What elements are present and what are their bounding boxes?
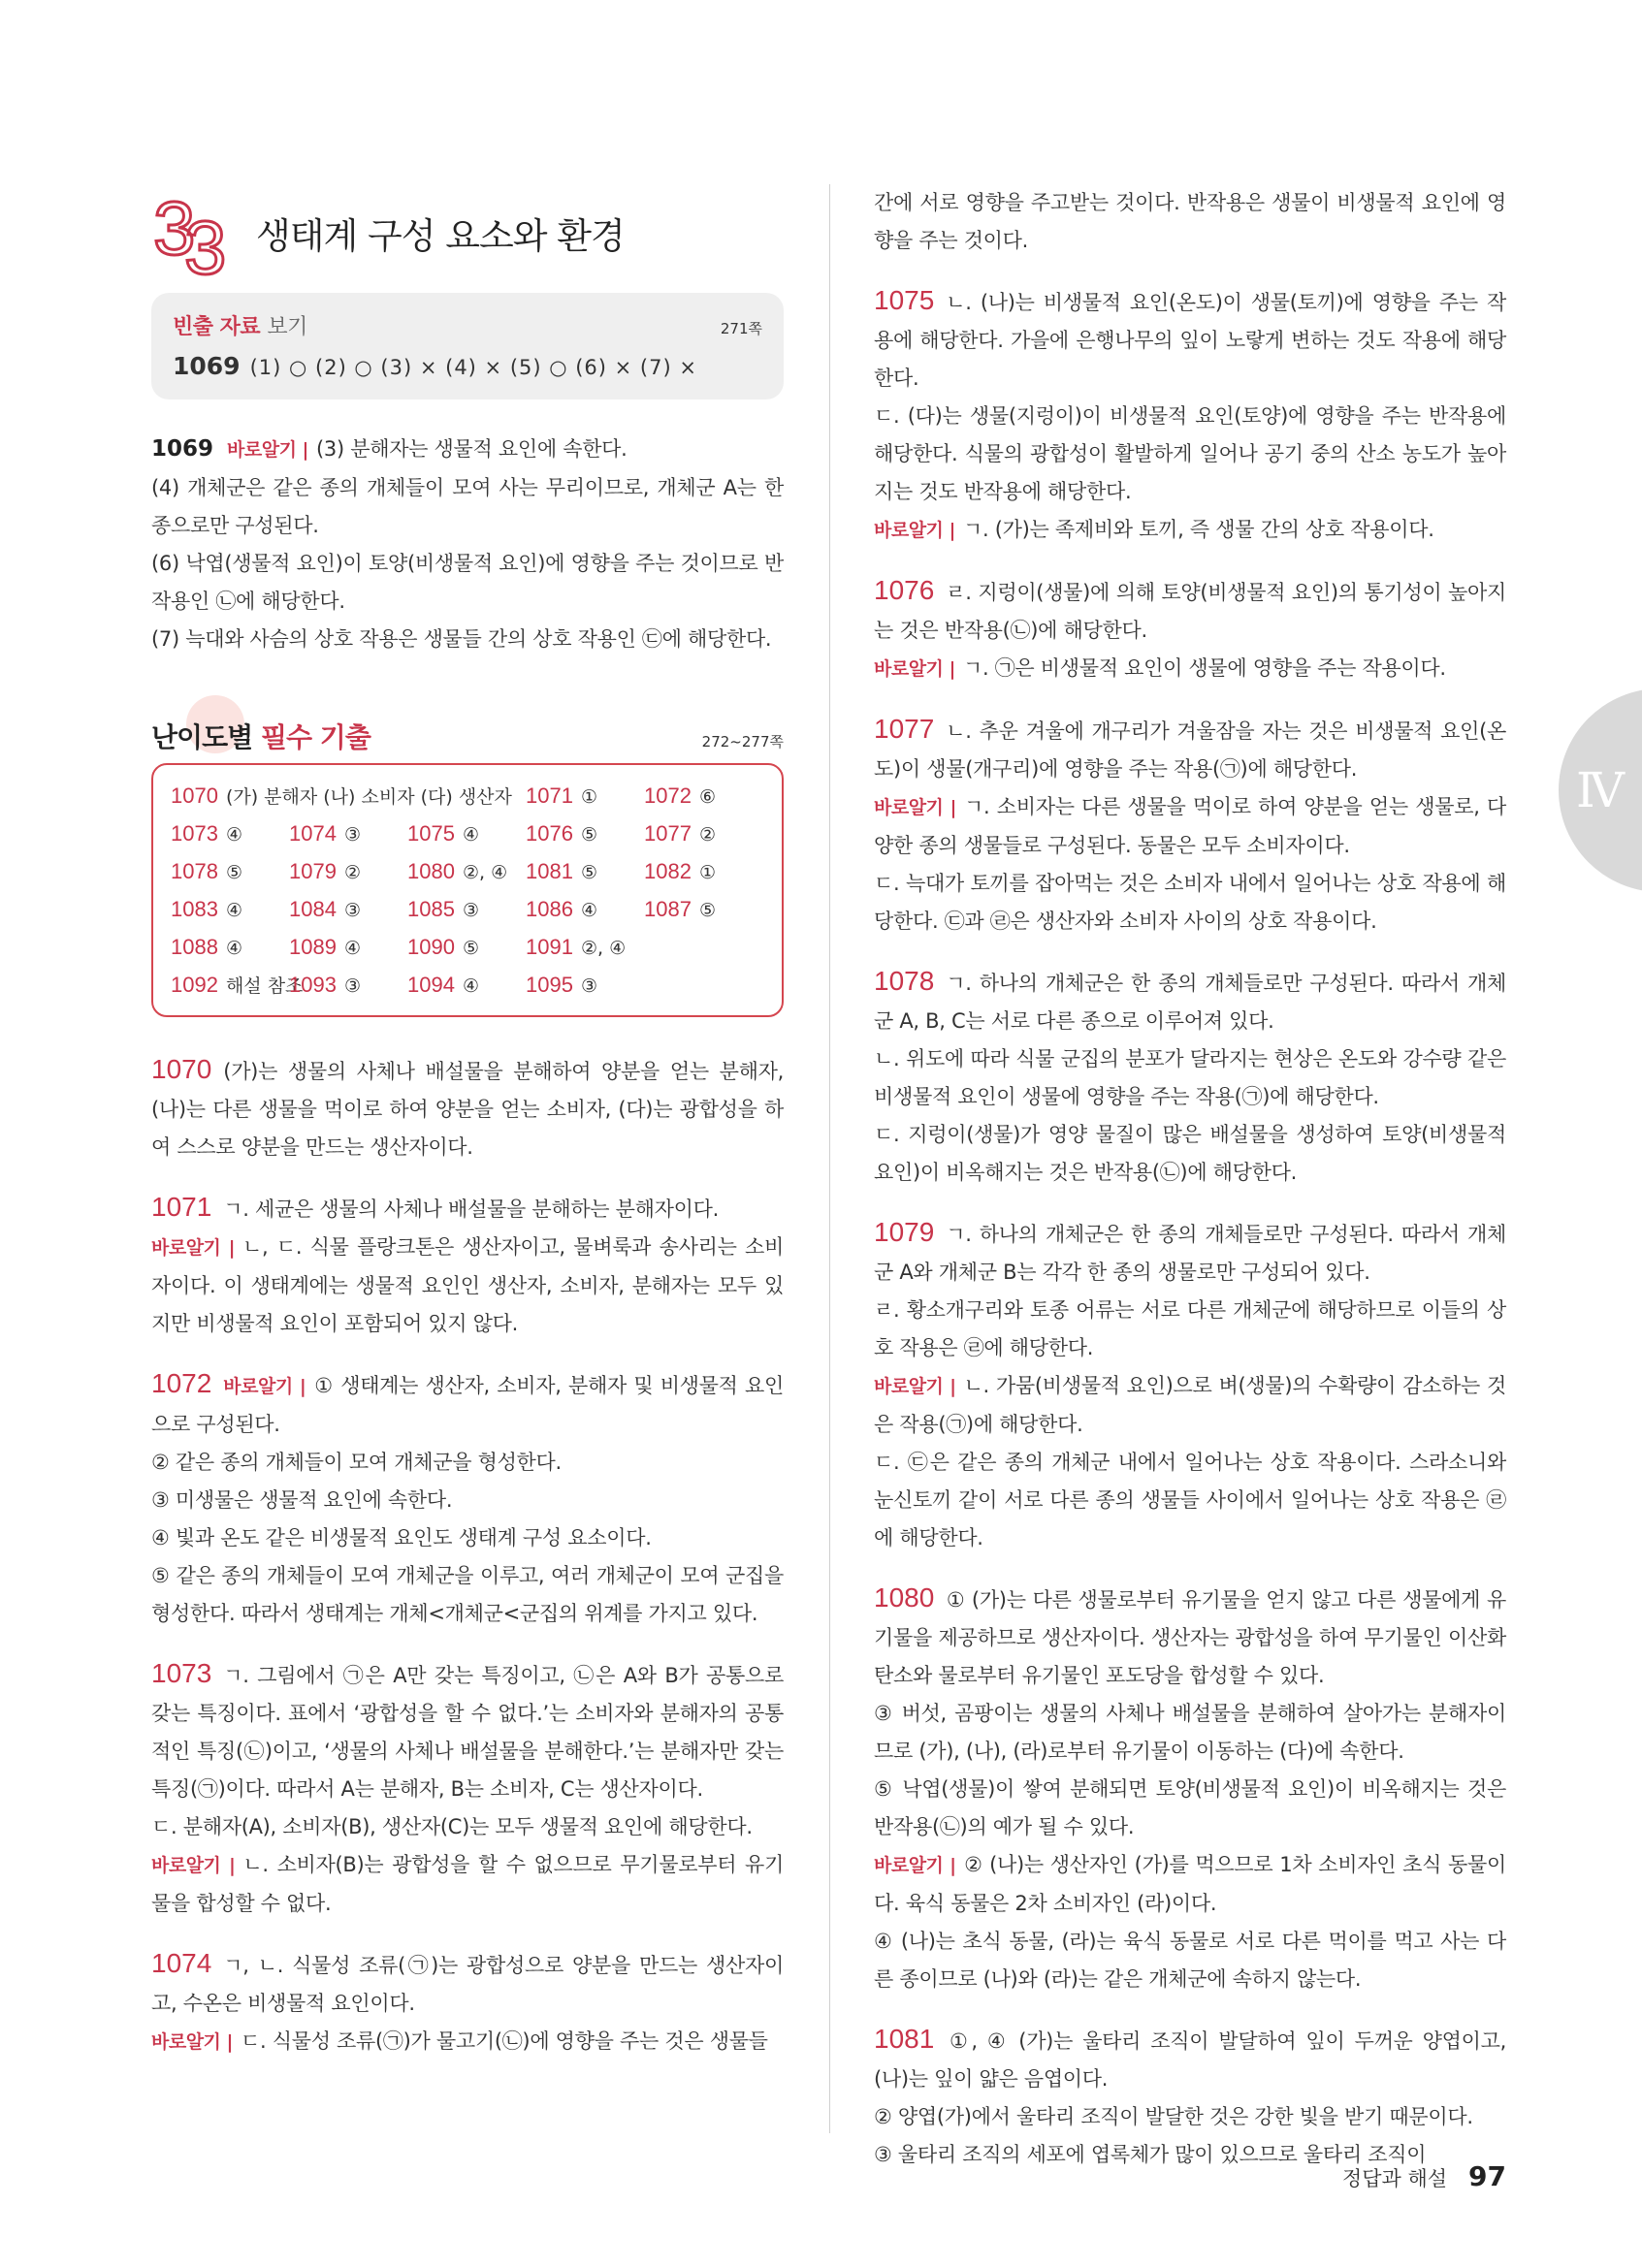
question-number: 1073 — [171, 820, 218, 846]
entry-number: 1077 — [874, 714, 935, 744]
footer-label: 정답과 해설 — [1341, 2167, 1448, 2190]
answer-value: ②, ④ — [462, 861, 508, 883]
correction-tag: 바로알기 | — [151, 1855, 236, 1876]
explanation-paragraph — [874, 1444, 1506, 1557]
paragraph-text: ㄷ. 분해자(A), 소비자(B), 생산자(C)는 모두 생물적 요인에 해당한다. — [151, 1815, 753, 1838]
paragraph-text: (가)는 생물의 사체나 배설물을 분해하여 양분을 얻는 분해자, (나)는 다른 생물을 먹이로 하여 양분을 얻는 소비자, (다)는 광합성을 하여 스스로 양분을 만드는 생산자이다. — [151, 1060, 784, 1159]
answer-key-cell — [526, 783, 644, 809]
correction-tag: 바로알기 | — [874, 1376, 956, 1397]
correction-tag: 바로알기 | — [874, 797, 956, 818]
frequent-answers: 1069 (1) ○ (2) ○ (3) × (4) × (5) ○ (6) × (7) × — [173, 352, 697, 380]
question-number: 1072 — [644, 783, 692, 808]
explanation-line — [151, 431, 784, 469]
answer-value: ① — [580, 785, 597, 808]
explanation-1076 — [874, 571, 1506, 688]
answer-value: ③ — [462, 899, 479, 921]
answer-value: ⑤ — [580, 861, 597, 883]
level-page-ref: 272~277쪽 — [701, 733, 784, 751]
question-number: 1070 — [171, 783, 218, 808]
explanation-paragraph — [874, 1292, 1506, 1367]
answer-key-cell — [289, 897, 407, 922]
svg-text:3: 3 — [184, 205, 227, 281]
paragraph-text: ㄴ. 소비자(B)는 광합성을 할 수 없으므로 무기물로부터 유기물을 합성할 수 없다. — [151, 1853, 784, 1915]
entry-number: 1079 — [874, 1217, 935, 1247]
explanation-paragraph — [874, 281, 1506, 398]
paragraph-text: ㄱ. 하나의 개체군은 한 종의 개체들로만 구성된다. 따라서 개체군 A, B, C는 서로 다른 종으로 이루어져 있다. — [874, 972, 1506, 1033]
answer-key-cell — [289, 935, 407, 960]
explanation-paragraph — [874, 962, 1506, 1040]
explanation-paragraph — [874, 1040, 1506, 1116]
answer-value: ③ — [580, 974, 597, 997]
entry-number: 1074 — [151, 1948, 212, 1978]
explanation-paragraph — [151, 2023, 784, 2061]
answer-value: ⑤ — [462, 937, 479, 959]
question-number: 1076 — [526, 820, 573, 846]
explanation-paragraph — [874, 650, 1506, 688]
paragraph-text: ㄱ. 소비자는 다른 생물을 먹이로 하여 양분을 얻는 생물로, 다양한 종의 생물들로 구성된다. 동물은 모두 소비자이다. — [874, 795, 1506, 857]
answer-value: ④ — [225, 937, 242, 959]
paragraph-text: ② 같은 종의 개체들이 모여 개체군을 형성한다. — [151, 1451, 562, 1474]
entry-number: 1073 — [151, 1658, 212, 1688]
explanation-1075 — [874, 281, 1506, 550]
question-number: 1081 — [526, 858, 573, 883]
answer-1069 — [151, 431, 784, 658]
paragraph-text: ④ (나)는 초식 동물, (라)는 육식 동물로 서로 다른 먹이를 먹고 사는 다른 종이므로 (나)와 (라)는 같은 개체군에 속하지 않는다. — [874, 1930, 1506, 1991]
paragraph-text: ㄱ. 세균은 생물의 사체나 배설물을 분해하는 분해자이다. — [223, 1198, 719, 1221]
answer-key-row — [171, 815, 764, 852]
explanation-paragraph — [874, 2020, 1506, 2098]
explanation-1071 — [151, 1188, 784, 1343]
answer-key-cell — [644, 859, 762, 884]
paragraph-text: ㄱ. ㉠은 비생물적 요인이 생물에 영향을 주는 작용이다. — [962, 656, 1446, 680]
explanation-paragraph — [874, 184, 1506, 260]
answer-key-cell — [407, 935, 526, 960]
explanation-1081 — [874, 2020, 1506, 2174]
explanation-1077 — [874, 710, 1506, 941]
question-number: 1091 — [526, 934, 573, 959]
entry-number: 1080 — [874, 1582, 935, 1613]
answer-key-cell — [289, 859, 407, 884]
question-number: 1095 — [526, 972, 573, 997]
explanation-line — [151, 621, 784, 658]
paragraph-text: ㄴ. 추운 겨울에 개구리가 겨울잠을 자는 것은 비생물적 요인(온도)이 생물(개구리)에 영향을 주는 작용(㉠)에 해당한다. — [874, 719, 1506, 781]
paragraph-text: ② (나)는 생산자인 (가)를 먹으므로 1차 소비자인 초식 동물이다. 육식 동물은 2차 소비자인 (라)이다. — [874, 1853, 1506, 1915]
question-number: 1071 — [526, 783, 573, 808]
answer-value: 해설 참조 — [225, 975, 304, 997]
answer-value: ⑤ — [580, 823, 597, 846]
answer-key-cell — [407, 821, 526, 847]
answer-key-row — [171, 890, 764, 928]
chapter-number-logo — [151, 184, 239, 281]
answer-value: ③ — [343, 974, 361, 997]
explanation-paragraph — [151, 1188, 784, 1229]
question-number: 1077 — [644, 820, 692, 846]
explanation-1072 — [151, 1364, 784, 1633]
explanation-1070 — [151, 1050, 784, 1166]
explanation-paragraph — [874, 788, 1506, 865]
explanation-paragraph — [151, 1444, 784, 1482]
explanation-paragraph — [874, 571, 1506, 650]
correction-tag: 바로알기 | — [227, 439, 308, 461]
question-number: 1079 — [289, 858, 337, 883]
paragraph-text: ㄷ. 식물성 조류(㉠)가 물고기(㉡)에 영향을 주는 것은 생물들 — [240, 2029, 768, 2053]
paragraph-text: ③ 버섯, 곰팡이는 생물의 사체나 배설물을 분해하여 살아가는 분해자이므로 (가), (나), (라)로부터 유기물이 이동하는 (다)에 속한다. — [874, 1702, 1506, 1763]
paragraph-text: ㄴ. 가뭄(비생물적 요인)으로 벼(생물)의 수확량이 감소하는 것은 작용(㉠)에 해당한다. — [874, 1374, 1506, 1436]
answer-key-cell — [171, 821, 289, 847]
left-explanations — [151, 1050, 784, 2061]
correction-tag: 바로알기 | — [874, 520, 955, 541]
paragraph-text: ㄴ. 위도에 따라 식물 군집의 분포가 달라지는 현상은 온도와 강수량 같은 비생물적 요인이 생물에 영향을 주는 작용(㉠)에 해당한다. — [874, 1047, 1506, 1108]
answer-key-cell — [171, 972, 304, 998]
paragraph-text: ㄱ. (가)는 족제비와 토끼, 즉 생물 간의 상호 작용이다. — [962, 518, 1434, 541]
answer-key-box — [151, 763, 784, 1017]
entry-number: 1072 — [151, 1368, 212, 1398]
answer-value: ⑤ — [225, 861, 242, 883]
explanation-paragraph — [874, 398, 1506, 511]
level-header — [151, 717, 784, 755]
question-number: 1092 — [171, 973, 218, 997]
explanation-continued — [874, 184, 1506, 260]
explanation-paragraph — [151, 1557, 784, 1633]
chapter-title: 생태계 구성 요소와 환경 — [256, 215, 625, 257]
correction-tag: 바로알기 | — [874, 1855, 956, 1876]
answer-key-row — [171, 966, 764, 1004]
explanation-paragraph — [874, 511, 1506, 550]
explanation-paragraph — [151, 1654, 784, 1808]
answer-key-cell — [407, 859, 526, 884]
answer-key-cell — [526, 897, 644, 922]
paragraph-text: ㄱ. 그림에서 ㉠은 A만 갖는 특징이고, ㉡은 A와 B가 공통으로 갖는 특징이다. 표에서 ‘광합성을 할 수 없다.’는 소비자와 분해자의 공통적인 특징(㉡)이고, ‘생물의 사체나 배설물을 분해한다.’는 분해자만 갖는 특징(㉠)이다. 따라서 A는 분해자, B는 소비자, C는 생산자이다. — [151, 1664, 784, 1801]
answer-key-row — [171, 777, 764, 815]
answer-key-cell — [289, 821, 407, 847]
explanation-paragraph — [151, 1944, 784, 2023]
explanation-paragraph — [151, 1364, 784, 1444]
answer-key-cell — [526, 821, 644, 847]
explanation-paragraph — [874, 710, 1506, 788]
paragraph-text: ③ 미생물은 생물적 요인에 속한다. — [151, 1488, 453, 1512]
question-number: 1075 — [407, 820, 455, 846]
answer-value: ① — [698, 861, 716, 883]
answer-key-row — [171, 852, 764, 890]
paragraph-text: ㄷ. ㉢은 같은 종의 개체군 내에서 일어나는 상호 작용이다. 스라소니와 눈신토끼 같이 서로 다른 종의 생물들 사이에서 일어나는 상호 작용은 ㉣에 해당한다. — [874, 1451, 1506, 1549]
answer-value: ②, ④ — [580, 937, 627, 959]
explanation-paragraph — [874, 1771, 1506, 1846]
answer-key-cell — [526, 859, 644, 884]
entry-number: 1069 — [151, 436, 214, 462]
paragraph-text: ① 생태계는 생산자, 소비자, 분해자 및 비생물적 요인으로 구성된다. — [151, 1374, 784, 1436]
explanation-paragraph — [151, 1050, 784, 1166]
line-text: (7) 늑대와 사슴의 상호 작용은 생물들 간의 상호 작용인 ㉢에 해당한다. — [151, 627, 772, 651]
explanation-paragraph — [151, 1846, 784, 1923]
answer-value: (가) 분해자 (나) 소비자 (다) 생산자 — [225, 786, 512, 808]
question-number: 1089 — [289, 934, 337, 959]
explanation-paragraph — [874, 1846, 1506, 1923]
answer-key-cell — [526, 935, 644, 960]
question-number: 1080 — [407, 858, 455, 883]
paragraph-text: ①, ④ (가)는 울타리 조직이 발달하여 잎이 두꺼운 양엽이고, (나)는 잎이 얇은 음엽이다. — [874, 2029, 1506, 2091]
answer-value: ② — [698, 823, 716, 846]
question-number: 1086 — [526, 896, 573, 921]
correction-tag: 바로알기 | — [151, 2031, 233, 2053]
correction-tag: 바로알기 | — [874, 658, 955, 680]
explanation-paragraph — [874, 865, 1506, 941]
paragraph-text: ㄹ. 황소개구리와 토종 어류는 서로 다른 개체군에 해당하므로 이들의 상호 작용은 ㉣에 해당한다. — [874, 1298, 1506, 1359]
answer-value: ② — [343, 861, 361, 883]
answer-value: ④ — [225, 823, 242, 846]
explanation-line — [151, 545, 784, 621]
explanation-paragraph — [151, 1519, 784, 1557]
paragraph-text: ① (가)는 다른 생물로부터 유기물을 얻지 않고 다른 생물에게 유기물을 제공하므로 생산자이다. 생산자는 광합성을 하여 무기물인 이산화 탄소와 물로부터 유기물인 포도당을 합성할 수 있다. — [874, 1588, 1506, 1687]
answer-value: ④ — [462, 823, 479, 846]
answer-key-cell — [407, 973, 526, 998]
question-number: 1088 — [171, 934, 218, 959]
explanation-paragraph — [874, 1695, 1506, 1771]
line-text: (4) 개체군은 같은 종의 개체들이 모여 사는 무리이므로, 개체군 A는 한 종으로만 구성된다. — [151, 476, 784, 537]
answer-key-cell — [171, 783, 526, 809]
column-divider — [829, 184, 830, 2133]
question-number: 1084 — [289, 896, 337, 921]
answer-key-cell — [407, 897, 526, 922]
explanation-paragraph — [151, 1229, 784, 1343]
unit-tab: Ⅳ — [1559, 688, 1642, 892]
answer-value: ④ — [343, 937, 361, 959]
paragraph-text: ㄹ. 지렁이(생물)에 의해 토양(비생물적 요인)의 통기성이 높아지는 것은 반작용(㉡)에 해당한다. — [874, 581, 1506, 642]
explanation-paragraph — [874, 1579, 1506, 1695]
line-text: (3) 분해자는 생물적 요인에 속한다. — [316, 437, 628, 461]
paragraph-text: ㄷ. 늑대가 토끼를 잡아먹는 것은 소비자 내에서 일어나는 상호 작용에 해당한다. ㉢과 ㉣은 생산자와 소비자 사이의 상호 작용이다. — [874, 872, 1506, 933]
answer-key-row — [171, 928, 764, 966]
answer-key-cell — [171, 935, 289, 960]
question-number: 1074 — [289, 820, 337, 846]
answer-key-cell — [526, 973, 644, 998]
frequent-data-box — [151, 293, 784, 399]
answer-value: ④ — [462, 974, 479, 997]
paragraph-text: ③ 울타리 조직의 세포에 엽록체가 많이 있으므로 울타리 조직이 — [874, 2143, 1427, 2166]
explanation-1073 — [151, 1654, 784, 1923]
explanation-paragraph — [874, 1116, 1506, 1192]
answer-value: ④ — [225, 899, 242, 921]
answer-key-cell — [289, 973, 407, 998]
question-number: 1085 — [407, 896, 455, 921]
answer-value: ⑤ — [698, 899, 716, 921]
answer-key-cell — [171, 859, 289, 884]
line-text: (6) 낙엽(생물적 요인)이 토양(비생물적 요인)에 영향을 주는 것이므로 반작용인 ㉡에 해당한다. — [151, 552, 784, 613]
chapter-header — [151, 184, 784, 281]
entry-number: 1070 — [151, 1054, 212, 1084]
answer-key-cell — [644, 783, 762, 809]
question-number: 1087 — [644, 896, 692, 921]
left-column — [151, 184, 784, 2083]
explanation-1079 — [874, 1213, 1506, 1557]
paragraph-text: ㄴ. (나)는 비생물적 요인(온도)이 생물(토끼)에 영향을 주는 작용에 해당한다. 가을에 은행나무의 잎이 노랗게 변하는 것도 작용에 해당한다. — [874, 291, 1506, 390]
correction-tag: 바로알기 | — [151, 1237, 236, 1259]
explanation-paragraph — [874, 2098, 1506, 2136]
explanation-1074 — [151, 1944, 784, 2061]
explanation-paragraph — [874, 1923, 1506, 1998]
page-number: 97 — [1468, 2160, 1506, 2192]
answer-key-cell — [171, 897, 289, 922]
explanation-paragraph — [874, 1213, 1506, 1292]
answer-key-cell — [644, 897, 762, 922]
paragraph-text: ㄱ, ㄴ. 식물성 조류(㉠)는 광합성으로 양분을 만드는 생산자이고, 수온은 비생물적 요인이다. — [151, 1954, 784, 2015]
answer-value: ③ — [343, 899, 361, 921]
explanation-line — [151, 469, 784, 545]
correction-tag: 바로알기 | — [223, 1376, 306, 1397]
entry-number: 1075 — [874, 285, 935, 315]
right-column — [874, 184, 1506, 2195]
paragraph-text: ④ 빛과 온도 같은 비생물적 요인도 생태계 구성 요소이다. — [151, 1526, 652, 1549]
answer-value: ③ — [343, 823, 361, 846]
question-number: 1083 — [171, 896, 218, 921]
page-footer — [1342, 2160, 1506, 2192]
paragraph-text: ⑤ 낙엽(생물)이 쌓여 분해되면 토양(비생물적 요인)이 비옥해지는 것은 반작용(㉡)의 예가 될 수 있다. — [874, 1777, 1506, 1838]
explanation-1080 — [874, 1579, 1506, 1998]
level-title: 난이도별 필수 기출 — [151, 721, 370, 753]
explanation-paragraph — [151, 1808, 784, 1846]
entry-number: 1076 — [874, 575, 935, 605]
paragraph-text: ㄱ. 하나의 개체군은 한 종의 개체들로만 구성된다. 따라서 개체군 A와 개체군 B는 각각 한 종의 생물로만 구성되어 있다. — [874, 1223, 1506, 1284]
answer-key-cell — [644, 821, 762, 847]
question-number: 1094 — [407, 972, 455, 997]
paragraph-text: ⑤ 같은 종의 개체들이 모여 개체군을 이루고, 여러 개체군이 모여 군집을 형성한다. 따라서 생태계는 개체<개체군<군집의 위계를 가지고 있다. — [151, 1564, 784, 1625]
question-number: 1078 — [171, 858, 218, 883]
paragraph-text: ㄷ. 지렁이(생물)가 영양 물질이 많은 배설물을 생성하여 토양(비생물적 요인)이 비옥해지는 것은 반작용(㉡)에 해당한다. — [874, 1123, 1506, 1184]
explanation-paragraph — [151, 1482, 784, 1519]
answer-value: ④ — [580, 899, 597, 921]
paragraph-text: ㄴ, ㄷ. 식물 플랑크톤은 생산자이고, 물벼룩과 송사리는 소비자이다. 이 생태계에는 생물적 요인인 생산자, 소비자, 분해자는 모두 있지만 비생물적 요인이 포함되어 있지 않다. — [151, 1235, 784, 1335]
entry-number: 1081 — [874, 2024, 935, 2054]
explanation-paragraph — [874, 1367, 1506, 1444]
question-number: 1090 — [407, 934, 455, 959]
frequent-title: 빈출 자료 보기 — [173, 315, 307, 339]
answer-value: ⑥ — [698, 785, 716, 808]
paragraph-text: ② 양엽(가)에서 울타리 조직이 발달한 것은 강한 빛을 받기 때문이다. — [874, 2105, 1473, 2128]
question-number: 1093 — [289, 972, 337, 997]
paragraph-text: ㄷ. (다)는 생물(지렁이)이 비생물적 요인(토양)에 영향을 주는 반작용에 해당한다. 식물의 광합성이 활발하게 일어나 공기 중의 산소 농도가 높아지는 것도 반작용에 해당한다. — [874, 404, 1506, 503]
entry-number: 1078 — [874, 966, 935, 996]
paragraph-text: 간에 서로 영향을 주고받는 것이다. 반작용은 생물이 비생물적 요인에 영향을 주는 것이다. — [874, 191, 1506, 252]
question-number: 1082 — [644, 858, 692, 883]
svg-text:3: 3 — [153, 185, 196, 271]
entry-number: 1071 — [151, 1192, 212, 1222]
explanation-1078 — [874, 962, 1506, 1192]
frequent-page-ref: 271쪽 — [720, 320, 762, 337]
